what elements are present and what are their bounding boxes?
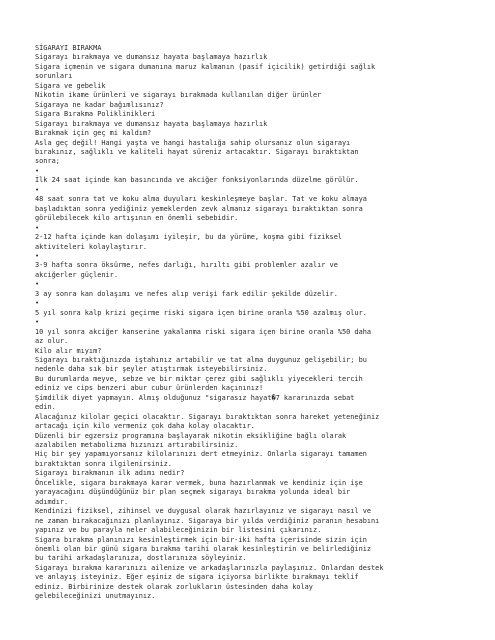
text-line: 48 saat sonra tat ve koku alma duyuları keskinleşmeye başlar. Tat ve koku almaya xyxy=(35,195,367,204)
bullet-marker: • xyxy=(35,318,40,327)
text-line: az olur. xyxy=(35,337,69,346)
bullet-marker: • xyxy=(35,166,40,175)
text-line: Sigarayı bıraktığınızda iştahınız artabilir ve tat alma duygunuz gelişebilir; bu xyxy=(35,355,367,364)
text-line: önemli olan bir günü sigara bırakma tarihi olarak kesinleştirin ve belirlediğiniz xyxy=(35,545,372,554)
text-line: başladıktan sonra yediğiniz yemeklerden zevk almanız sigarayı bıraktıktan sonra xyxy=(35,204,363,213)
text-line: SİGARAYI BIRAKMA xyxy=(35,44,102,52)
text-line: yarayacağını düşündüğünüz bir plan seçmek sigarayı bırakma yolunda ideal bir xyxy=(35,488,351,497)
text-line: Şimdilik diyet yapmayın. Almış olduğunuz "sigarasız hayat�7 kararınızda sebat xyxy=(35,393,355,402)
text-line: görülebilecek kilo artışının en önemli sebebidir. xyxy=(35,214,239,223)
text-line: Öncelikle, sigara bırakmaya karar vermek, buna hazırlanmak ve kendiniz için işe xyxy=(35,478,363,487)
text-line: Bırakmak için geç mi kaldım? xyxy=(35,129,152,138)
text-line: Sigarayı bırakmanın ilk adımı nedir? xyxy=(35,469,185,478)
text-line: Sigara içmenin ve sigara dumanına maruz kalmanın (pasif içicilik) getirdiği sağlık xyxy=(35,62,376,71)
text-line: artacağı için kilo vermeniz çok daha kolay olacaktır. xyxy=(35,422,255,431)
text-line: akciğerler güçlenir. xyxy=(35,270,118,279)
bullet-marker: • xyxy=(35,223,40,232)
text-line: 5 yıl sonra kalp krizi geçirme riski sigara içen birine oranla %50 azalmış olur. xyxy=(35,308,367,317)
bullet-marker: • xyxy=(35,299,40,308)
text-line: Bu durumlarda meyve, sebze ve bir miktar çerez gibi sağlıklı yiyecekleri tercih xyxy=(35,374,363,383)
text-line: 3 ay sonra kan dolaşımı ve nefes alıp verişi fark edilir şekilde düzelir. xyxy=(35,289,338,298)
text-line: 10 yıl sonra akciğer kanserine yakalanma riski sigara içen birine oranla %50 daha xyxy=(35,327,372,336)
text-line: adımdır. xyxy=(35,497,69,506)
text-line: bu tarihi arkadaşlarınıza, dostlarınıza söyleyiniz. xyxy=(35,554,247,563)
text-line: azalabilen metabolizma hızınızı artırabilirsiniz. xyxy=(35,441,239,450)
text-line: gelebileceğinizi unutmayınız. xyxy=(35,592,156,601)
text-line: Sigarayı bırakma kararınızı ailenize ve arkadaşlarınızla paylaşınız. Onlardan destek xyxy=(35,563,384,572)
text-line: bırakınız, sağlıklı ve kaliteli hayat süreniz artacaktır. Sigarayı bıraktıktan xyxy=(35,147,359,156)
bullet-marker: • xyxy=(35,185,40,194)
text-line: Sigarayı bırakmaya ve dumansız hayata başlamaya hazırlık xyxy=(35,53,268,62)
text-line: ve anlayış isteyiniz. Eğer eşiniz de sigara içiyorsa birlikte bırakmayı teklif xyxy=(35,573,359,582)
text-line: Sigarayı bırakmaya ve dumansız hayata başlamaya hazırlık xyxy=(35,119,268,128)
text-line: 3-9 hafta sonra öksürme, nefes darlığı, hırıltı gibi problemler azalır ve xyxy=(35,261,338,270)
text-line: sonra; xyxy=(35,157,60,166)
text-line: Hiç bir şey yapamıyorsanız kilolarınızı dert etmeyiniz. Onlarla sigarayı tamamen xyxy=(35,450,367,459)
text-line: ediniz ve cips benzeri abur cubur ürünlerden kaçınınız! xyxy=(35,384,264,393)
text-line: Asla geç değil! Hangi yaşta ve hangi hastalığa sahip olursanız olun sigarayı xyxy=(35,138,351,147)
text-line: edin. xyxy=(35,403,56,412)
text-line: aktiviteleri kolaylaştırır. xyxy=(35,242,148,251)
text-line: Alacağınız kilolar geçici olacaktır. Sigarayı bıraktıktan sonra hareket yeteneğiniz xyxy=(35,412,380,421)
text-line: bıraktıktan sonra ilgilenirsiniz. xyxy=(35,459,172,468)
document-body xyxy=(35,44,465,602)
text-line: ne zaman bırakacağınızı planlayınız. Sigaraya bir yılda verdiğiniz paranın hesabını xyxy=(35,516,380,525)
bullet-marker: • xyxy=(35,251,40,260)
text-line: Düzenli bir egzersiz programına başlayarak nikotin eksikliğine bağlı olarak xyxy=(35,431,347,440)
text-line: 2-12 hafta içinde kan dolaşımı iyileşir, bu da yürüme, koşma gibi fiziksel xyxy=(35,233,342,242)
text-line: Sigara Bırakma Poliklinikleri xyxy=(35,110,156,119)
text-line: yapınız ve bu parayla neler alabileceğinizin bir listesini çıkarınız. xyxy=(35,526,322,535)
text-line: Nikotin ikame ürünleri ve sigarayı bırakmada kullanılan diğer ürünler xyxy=(35,91,322,100)
text-line: Kilo alır mıyım? xyxy=(35,346,102,355)
text-line: Sigaraya ne kadar bağımlısınız? xyxy=(35,100,164,109)
text-line: İlk 24 saat içinde kan basıncında ve akciğer fonksiyonlarında düzelme görülür. xyxy=(35,176,359,185)
text-line: nedenle daha sık bir şeyler atıştırmak isteyebilirsiniz. xyxy=(35,365,268,374)
text-line: Sigara ve gebelik xyxy=(35,81,106,90)
text-line: Sigara bırakma planınızı kesinleştirmek için bir-iki hafta içerisinde sizin için xyxy=(35,535,367,544)
text-line: ediniz. Birbirinize destek olarak zorlukların üstesinden daha kolay xyxy=(35,582,313,591)
text-line: sorunları xyxy=(35,72,73,81)
text-line: Kendinizi fiziksel, zihinsel ve duygusal olarak hazırlayınız ve sigarayı nasıl ve xyxy=(35,507,372,516)
bullet-marker: • xyxy=(35,280,40,289)
